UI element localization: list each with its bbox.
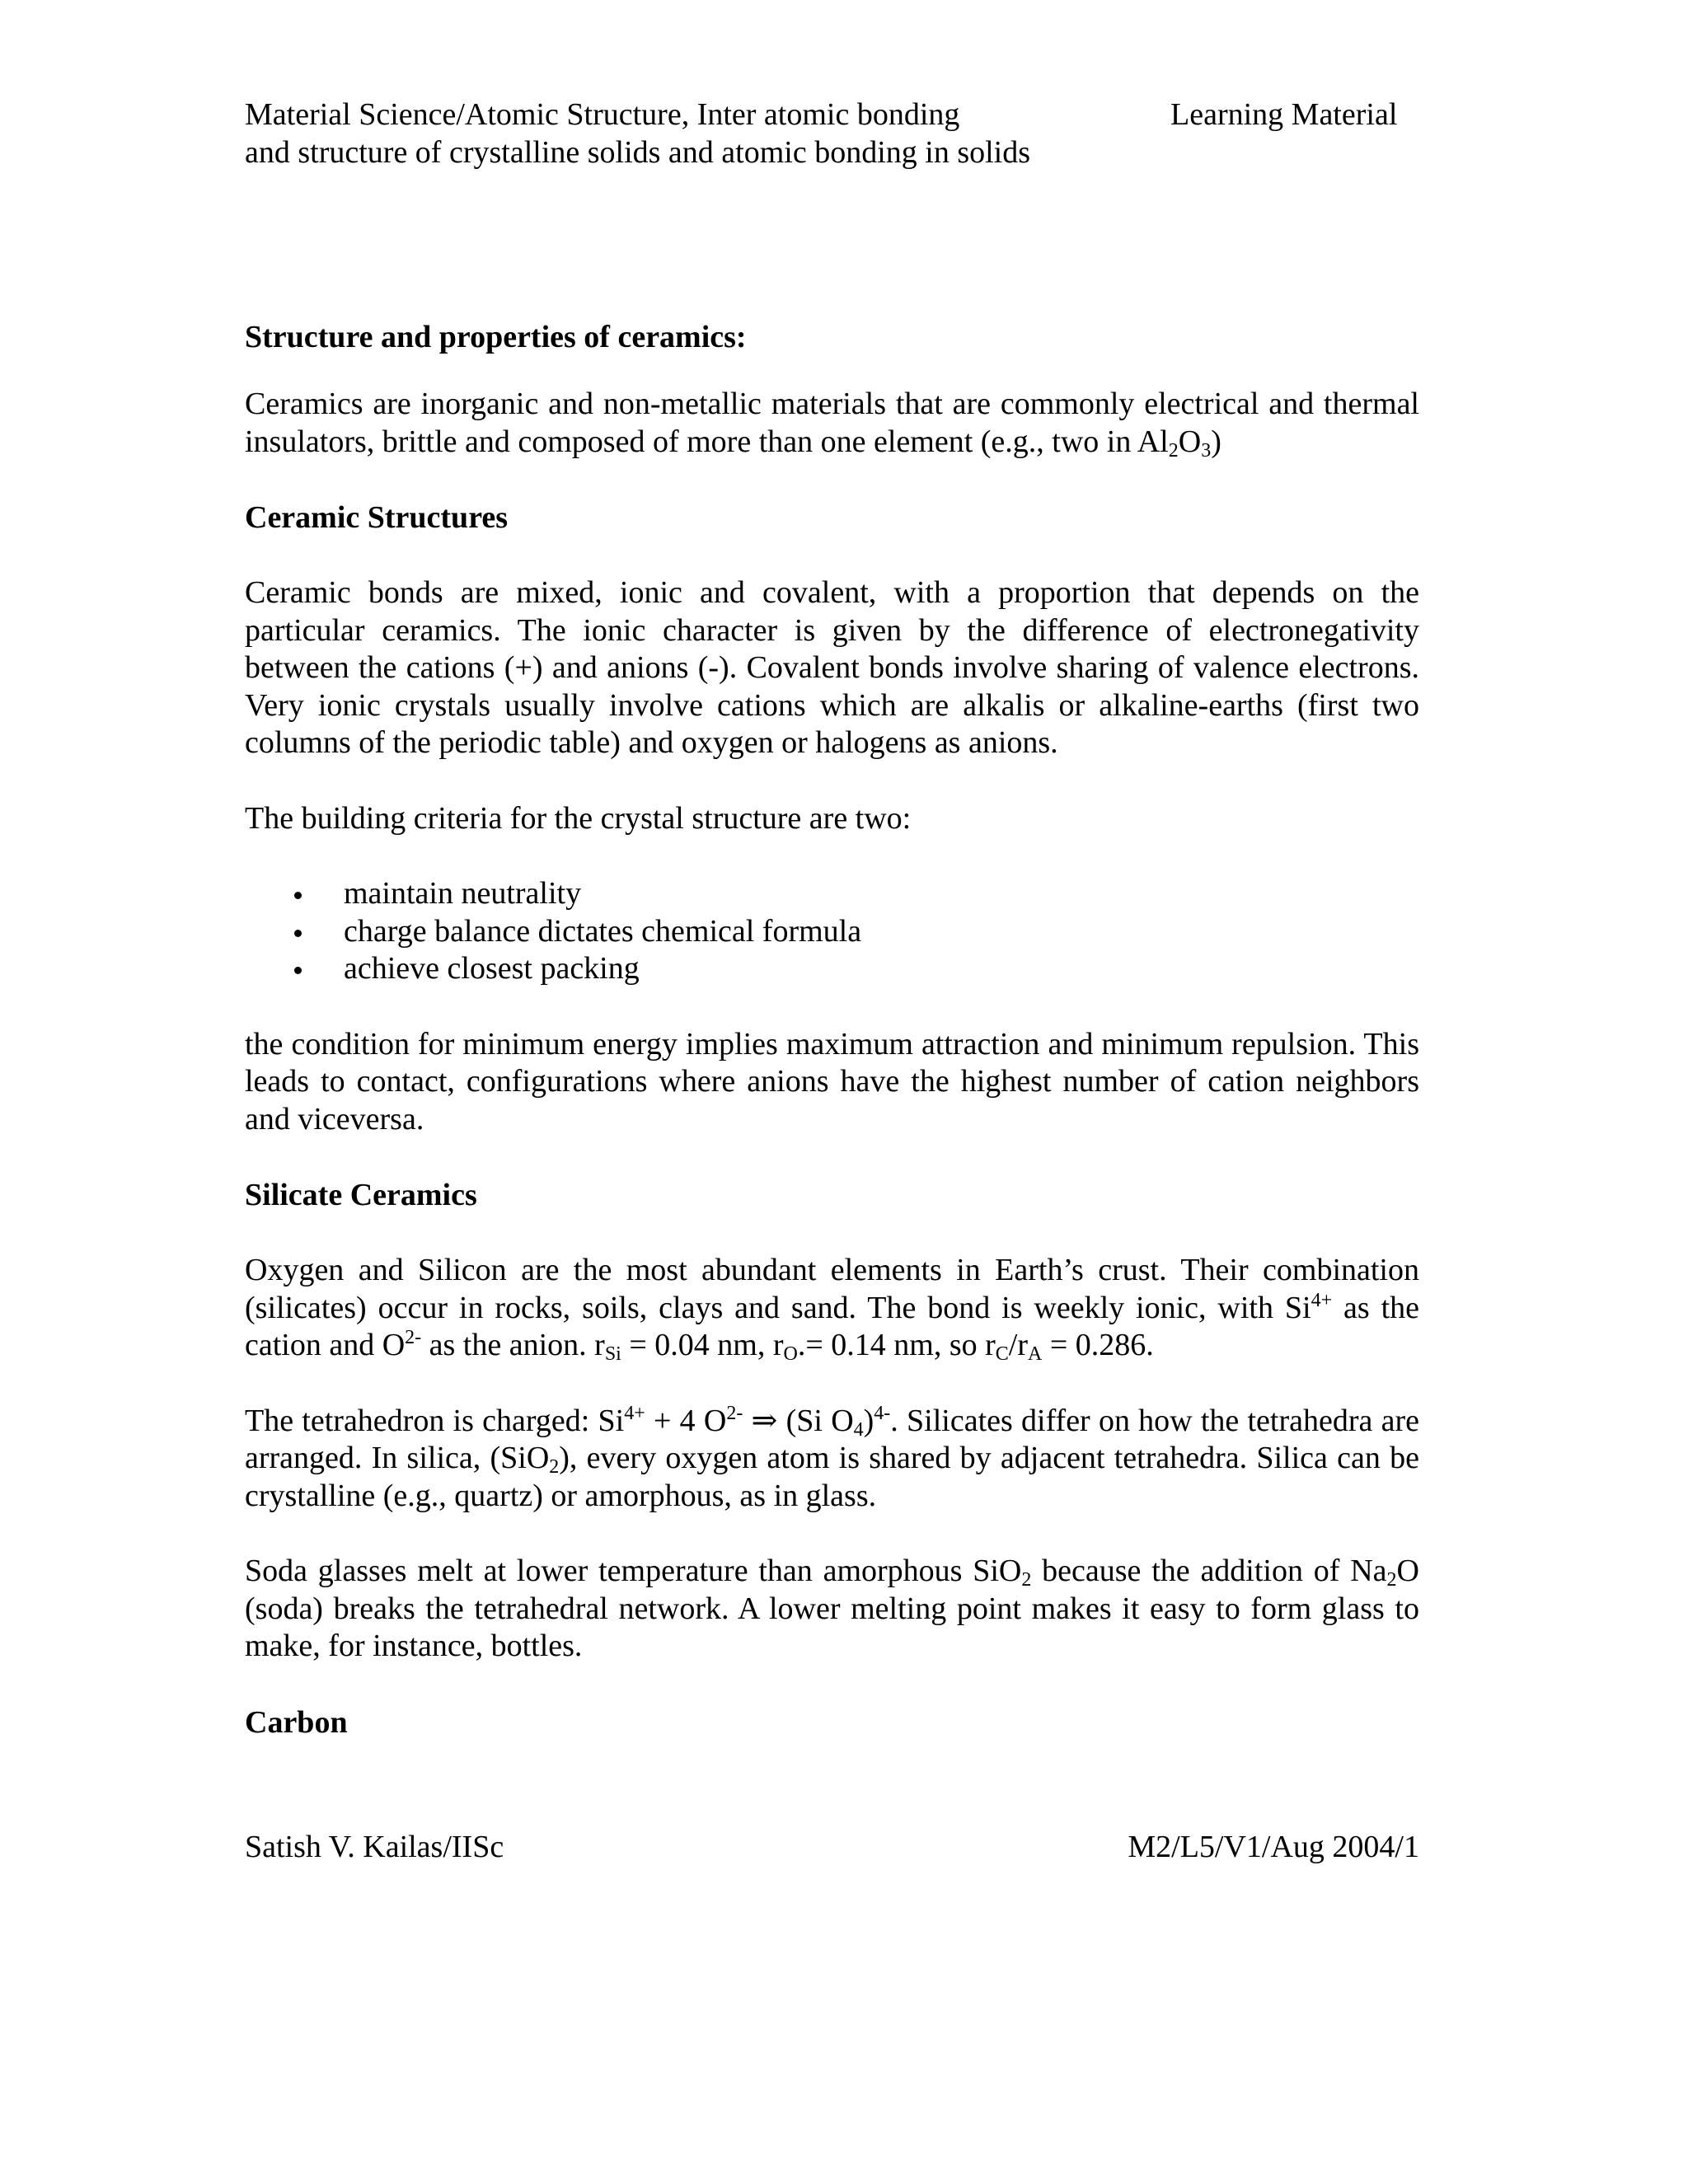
bullet-icon	[294, 930, 302, 937]
header-title	[245, 96, 1030, 171]
bullet-icon	[294, 967, 302, 974]
list-item: maintain neutrality	[245, 875, 1419, 913]
heading-ceramic-structures: Ceramic Structures	[245, 500, 509, 535]
paragraph-soda-glasses: Soda glasses melt at lower temperature than amorphous SiO$_2$ because the addition of $Na_2O$ (soda) breaks the tetrahedral network. A lower melting point makes it easy to form glass to make, for instance, bottles.	[245, 1554, 1419, 1663]
header-title-line2: and structure of crystalline solids and atomic bonding in solids	[245, 135, 1031, 170]
heading-structure-properties: Structure and properties of ceramics:	[245, 320, 747, 354]
list-item: achieve closest packing	[245, 950, 1419, 988]
footer-page-id: M2/L5/V1/Aug 2004/1	[1128, 1830, 1419, 1864]
paragraph-ceramics-definition: Ceramics are inorganic and non-metallic materials that are commonly electrical and thermal insulators, brittle and composed of more than one element (e.g., two in $Al_2O_3$)	[245, 387, 1419, 462]
list-item: charge balance dictates chemical formula	[245, 913, 1419, 951]
header-label: Learning Material	[1170, 97, 1398, 132]
paragraph-oxygen-silicon: Oxygen and Silicon are the most abundant elements in Earth’s crust. Their combination (silicates) occur in rocks, soils, clays and sand. The bond is weekly ionic, with $Si^{4+}$ as the cation and $O^{2-}$ as the anion. $r_{Si} = 0.04$ nm, $r_O.= 0.14$ nm, so $r_C/r_A = 0.286$.	[245, 1253, 1419, 1365]
bullet-icon	[294, 892, 302, 899]
document-body	[245, 318, 1419, 1741]
paragraph-building-criteria: The building criteria for the crystal structure are two:	[245, 800, 912, 836]
heading-silicate-ceramics: Silicate Ceramics	[245, 1178, 477, 1212]
footer-author: Satish V. Kailas/IISc	[245, 1830, 504, 1864]
paragraph-minimum-energy: the condition for minimum energy implies maximum attraction and minimum repulsion. This leads to contact, configurations where anions have the highest number of cation neighbors and viceversa.	[245, 1026, 1419, 1137]
paragraph-ceramic-bonds: Ceramic bonds are mixed, ionic and covalent, with a proportion that depends on the particular ceramics. The ionic character is given by the difference of electronegativity between the cations (+) and anions (-). Covalent bonds involve sharing of valence electrons. Very ionic crystals usually involve cations which are alkalis or alkaline-earths (first two columns of the periodic table) and oxygen or halogens as anions.	[245, 575, 1419, 760]
paragraph-tetrahedron: The tetrahedron is charged: $Si^{4+} + 4$ $O^{2-}$ ⇒ (Si $O_4)^{4-}$. Silicates differ on how the tetrahedra are arranged. In silica, (SiO$_2$), every oxygen atom is shared by adjacent tetrahedra. Silica can be crystalline (e.g., quartz) or amorphous, as in glass.	[245, 1402, 1420, 1513]
heading-carbon: Carbon	[245, 1704, 348, 1740]
criteria-list	[245, 875, 1419, 988]
header-title-line1: Material Science/Atomic Structure, Inter atomic bonding	[245, 97, 960, 132]
